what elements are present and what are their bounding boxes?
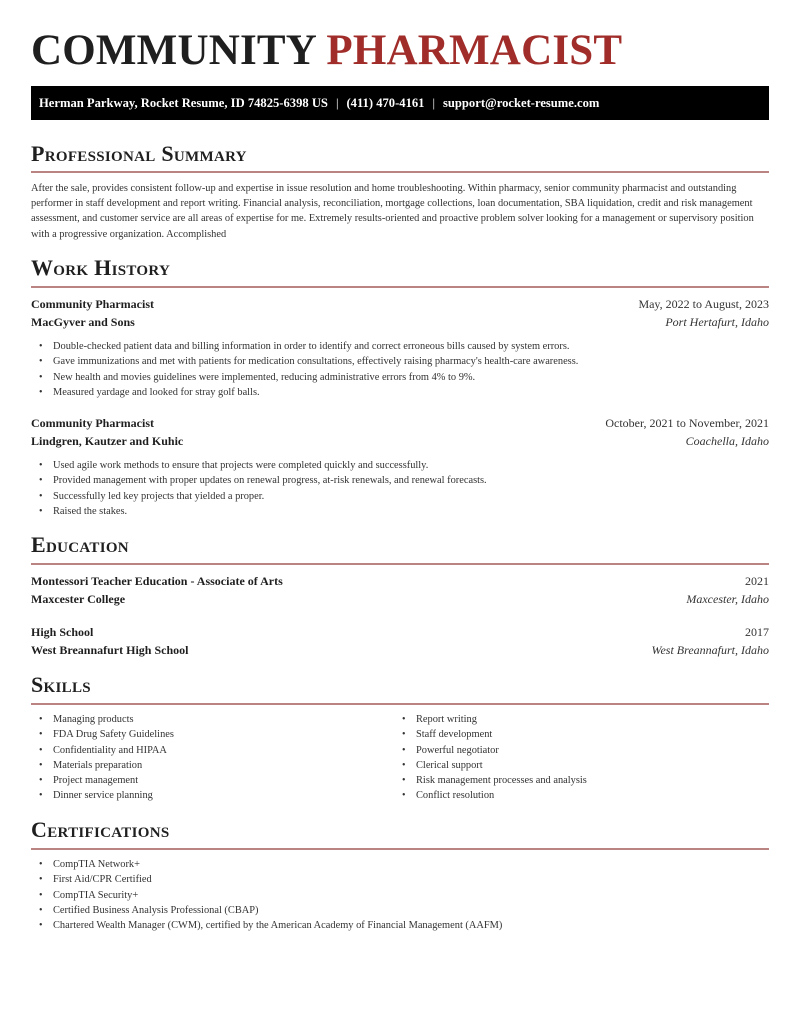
education-location: Maxcester, Idaho [686,592,769,606]
job-location: Port Hertafurt, Idaho [665,315,769,329]
list-item: • Dinner service planning [31,788,769,803]
education-school: Maxcester College [31,592,126,606]
section-heading-work-history: Work History [31,255,171,280]
list-item: • Double-checked patient data and billing information in order to identify and correct erroneous bills caused by system errors. [31,339,769,354]
list-item: • FDA Drug Safety Guidelines [31,727,769,742]
list-item: • Project management [31,773,769,788]
job-dates: October, 2021 to November, 2021 [605,416,769,430]
list-item: • CompTIA Security+ [31,888,769,903]
list-item: • Clerical support [394,758,800,773]
job-title: Community Pharmacist [31,416,154,430]
job-location: Coachella, Idaho [685,434,769,448]
list-item: • First Aid/CPR Certified [31,872,769,887]
contact-email[interactable]: support@rocket-resume.com [443,96,600,110]
list-item: • Provided management with proper updates on renewal progress, at-risk renewals, and renewal forecasts. [31,473,769,488]
list-item: • Confidentiality and HIPAA [31,743,769,758]
education-1-header [31,573,769,590]
education-1-school-row [31,591,769,608]
list-item: • Successfully led key projects that yielded a proper. [31,489,769,504]
summary-text: After the sale, provides consistent follow-up and expertise in issue resolution and home troubleshooting. Within pharmacy, senior community pharmacist and outstanding performer in staff development and report writing. Financial analysis, reconciliation, mortgage collections, loan documentation, SBA liquidation, credit and risk management assessment, and customer service are all areas of expertise for me. Extremely results-oriented and proactive problem solver looking for a management or supervisory position with a progressive organization. Accomplished [31,183,754,240]
education-school: West Breannafurt High School [31,643,189,657]
section-divider [31,703,769,705]
education-degree: High School [31,625,94,639]
list-item: • Materials preparation [31,758,769,773]
contact-bar [31,86,769,120]
job-dates: May, 2022 to August, 2023 [638,297,769,311]
section-heading-education: Education [31,532,129,557]
section-heading-summary: Professional Summary [31,141,247,166]
education-location: West Breannafurt, Idaho [651,643,769,657]
list-item: • Chartered Wealth Manager (CWM), certified by the American Academy of Financial Management (AAFM) [31,918,769,933]
list-item: • Staff development [394,727,800,742]
job-company: Lindgren, Kautzer and Kuhic [31,434,184,448]
list-item: • Used agile work methods to ensure that projects were completed quickly and successfully. [31,458,769,473]
education-2-header [31,624,769,641]
contact-address: Herman Parkway, Rocket Resume, ID 74825-6398 US [39,96,328,110]
title-first-word: COMMUNITY [31,27,316,74]
section-divider [31,171,769,173]
contact-separator: | [432,96,436,110]
contact-phone[interactable]: (411) 470-4161 [346,96,425,110]
resume-title [31,27,622,75]
section-divider [31,286,769,288]
list-item: • Managing products [31,712,769,727]
section-divider [31,563,769,565]
section-heading-skills: Skills [31,672,91,697]
list-item: • Raised the stakes. [31,504,769,519]
list-item: • Measured yardage and looked for stray golf balls. [31,385,769,400]
job-2-bullets [31,458,769,519]
education-2-school-row [31,642,769,659]
contact-separator: | [335,96,339,110]
list-item: • Certified Business Analysis Professional (CBAP) [31,903,769,918]
certifications-list [31,857,769,933]
job-1-header [31,296,769,313]
education-degree: Montessori Teacher Education - Associate of Arts [31,574,283,588]
list-item: • Powerful negotiator [394,743,800,758]
education-year: 2017 [745,625,769,639]
education-year: 2021 [745,574,769,588]
list-item: • Report writing [394,712,800,727]
list-item: • Conflict resolution [394,788,800,803]
job-1-bullets [31,339,769,400]
job-1-company-row [31,314,769,331]
job-title: Community Pharmacist [31,297,154,311]
job-company: MacGyver and Sons [31,315,135,329]
job-2-header [31,415,769,432]
list-item: • Risk management processes and analysis [394,773,800,788]
list-item: • CompTIA Network+ [31,857,769,872]
section-heading-certifications: Certifications [31,817,170,842]
job-2-company-row [31,433,769,450]
title-last-word: PHARMACIST [326,27,623,74]
skills-list-right [394,712,800,804]
section-divider [31,848,769,850]
list-item: • Gave immunizations and met with patients for medication consultations, effectively raising pharmacy's health-care awareness. [31,354,769,369]
list-item: • New health and movies guidelines were implemented, reducing administrative errors from 4% to 9%. [31,370,769,385]
